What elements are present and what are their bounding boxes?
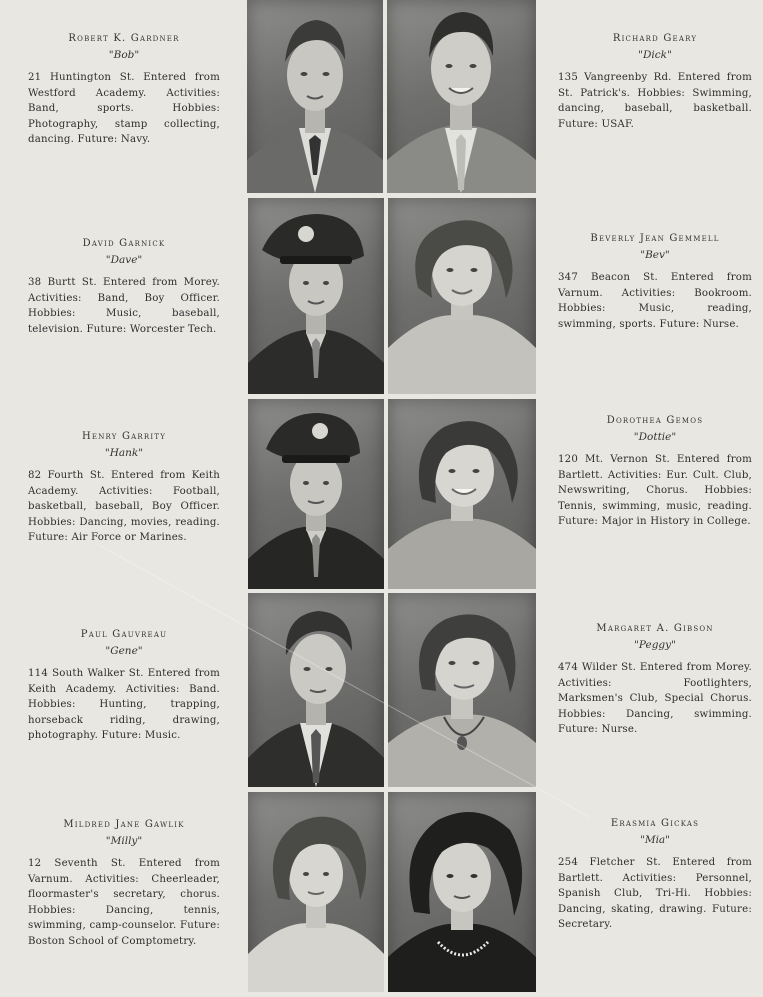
student-bio: 12 Seventh St. Entered from Varnum. Activities: Cheerleader, floormaster's secretary, chorus. Hobbies: Dancing, tennis, swimming, camp-counselor. Future: Boston School of Comptometry.	[28, 858, 220, 947]
student-nickname: "Dick"	[638, 49, 672, 61]
student-bio: 21 Huntington St. Entered from Westford Academy. Activities: Band, sports. Hobbies: Photography, stamp collecting, dancing. Future: Navy.	[28, 72, 220, 145]
student-entry-gauvreau	[28, 629, 220, 744]
portrait-photo-gawlik	[248, 792, 384, 992]
student-entry-gemos	[558, 415, 752, 530]
student-bio: 82 Fourth St. Entered from Keith Academy. Activities: Football, basketball, baseball, Boy Officer. Hobbies: Dancing, movies, reading. Future: Air Force or Marines.	[28, 470, 220, 543]
student-name: Margaret A. Gibson	[596, 623, 714, 634]
student-entry-gawlik	[28, 819, 220, 949]
student-nickname: "Milly"	[105, 835, 143, 847]
student-entry-geary	[558, 33, 752, 132]
student-entry-gickas	[558, 818, 752, 933]
portrait-male-icon	[247, 0, 383, 193]
student-entry-gemmell	[558, 233, 752, 332]
student-bio: 254 Fletcher St. Entered from Bartlett. Activities: Personnel, Spanish Club, Tri-Hi. Hobbies: Dancing, skating, drawing. Future: Secretary.	[558, 857, 752, 930]
portrait-photo-gibson	[388, 593, 536, 787]
student-nickname: "Hank"	[104, 447, 144, 459]
student-bio: 114 South Walker St. Entered from Keith Academy. Activities: Band. Hobbies: Hunting, trapping, horseback riding, drawing, photography. Future: Music.	[28, 668, 220, 741]
student-name: Erasmia Gickas	[610, 818, 700, 829]
student-bio: 135 Vangreenby Rd. Entered from St. Patrick's. Hobbies: Swimming, dancing, baseball, basketball. Future: USAF.	[558, 72, 752, 130]
student-name: Beverly Jean Gemmell	[590, 233, 720, 244]
portrait-photo-gardner	[247, 0, 383, 193]
student-nickname: "Gene"	[105, 645, 143, 657]
portrait-photo-garrity	[248, 399, 384, 589]
student-name: Richard Geary	[612, 33, 698, 44]
student-nickname: "Bev"	[640, 249, 670, 261]
student-nickname: "Mia"	[639, 834, 671, 846]
portrait-female-icon	[248, 792, 384, 992]
student-name: Paul Gauvreau	[80, 629, 168, 640]
portrait-female-icon	[388, 198, 536, 394]
student-bio: 474 Wilder St. Entered from Morey. Activities: Footlighters, Marksmen's Club, Special Chorus. Hobbies: Dancing, swimming. Future: Nurse.	[558, 662, 752, 735]
portrait-photo-garnick	[248, 198, 384, 394]
student-bio: 347 Beacon St. Entered from Varnum. Activities: Bookroom. Hobbies: Music, reading, swimming, sports. Future: Nurse.	[558, 272, 752, 330]
student-name: Mildred Jane Gawlik	[63, 819, 185, 830]
portrait-female-icon	[388, 593, 536, 787]
portrait-female-icon	[388, 792, 536, 992]
student-nickname: "Dave"	[105, 254, 143, 266]
portrait-photo-gauvreau	[248, 593, 384, 787]
portrait-cadet-icon	[248, 198, 384, 394]
portrait-photo-geary	[387, 0, 536, 193]
student-bio: 120 Mt. Vernon St. Entered from Bartlett. Activities: Eur. Cult. Club, Newswriting, Chorus. Hobbies: Tennis, swimming, music, reading. Future: Major in History in College.	[558, 454, 752, 527]
student-name: David Garnick	[82, 238, 166, 249]
student-entry-gibson	[558, 623, 752, 738]
portrait-cadet-icon	[248, 399, 384, 589]
student-nickname: "Bob"	[108, 49, 140, 61]
student-name: Robert K. Gardner	[68, 33, 180, 44]
portrait-photo-gemmell	[388, 198, 536, 394]
student-entry-garrity	[28, 431, 220, 546]
portrait-female-icon	[388, 399, 536, 589]
student-name: Henry Garrity	[81, 431, 167, 442]
student-nickname: "Dottie"	[633, 431, 677, 443]
portrait-male-icon	[387, 0, 536, 193]
student-bio: 38 Burtt St. Entered from Morey. Activities: Band, Boy Officer. Hobbies: Music, baseball, television. Future: Worcester Tech.	[28, 277, 220, 335]
portrait-male-icon	[248, 593, 384, 787]
portrait-photo-gemos	[388, 399, 536, 589]
student-name: Dorothea Gemos	[606, 415, 704, 426]
portrait-photo-gickas	[388, 792, 536, 992]
student-nickname: "Peggy"	[634, 639, 676, 651]
student-entry-gardner	[28, 33, 220, 148]
student-entry-garnick	[28, 238, 220, 337]
